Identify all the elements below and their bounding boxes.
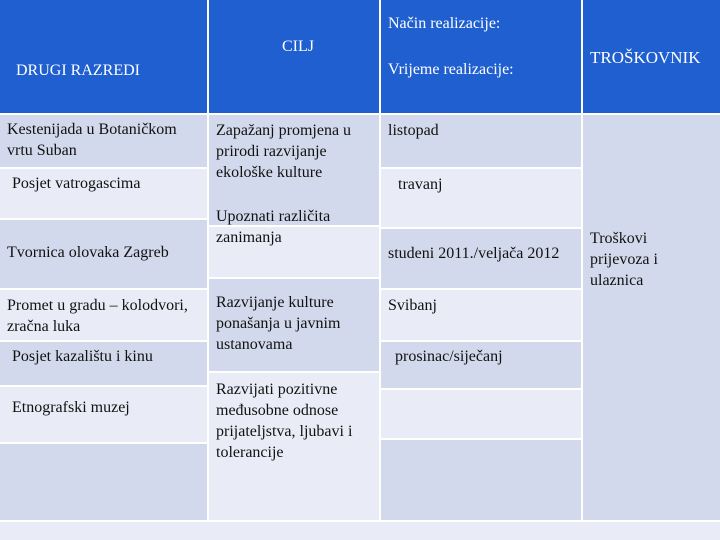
header-realization-time-label: Vrijeme realizacije: — [388, 61, 514, 78]
header-realization-method-label: Način realizacije: — [388, 15, 501, 32]
activity-text: Kestenijada u Botaničkom vrtu Suban — [7, 121, 177, 159]
time-text: studeni 2011./veljača 2012 — [388, 245, 560, 262]
goal-text: Upoznati različita zanimanja — [216, 208, 331, 246]
bottom-strip — [0, 522, 720, 540]
costs-cell — [583, 115, 720, 520]
activity-text: Posjet kazalištu i kinu — [12, 348, 153, 365]
activity-text: Etnografski muzej — [12, 399, 130, 416]
activity-text: Tvornica olovaka Zagreb — [7, 244, 169, 261]
time-row-6 — [381, 390, 581, 438]
header-activity-label: DRUGI RAZREDI — [16, 62, 140, 79]
time-text: prosinac/siječanj — [395, 348, 503, 365]
activity-text: Posjet vatrogascima — [12, 175, 141, 192]
time-row-7 — [381, 440, 581, 520]
goal-text: Zapažanj promjena u prirodi razvijanje ekološke kulture — [216, 122, 352, 181]
costs-text: Troškovi prijevoza i ulaznica — [590, 230, 658, 289]
header-goal-label: CILJ — [282, 38, 314, 55]
time-text: listopad — [388, 122, 439, 139]
header-costs-label: TROŠKOVNIK — [590, 48, 701, 67]
goal-text: Razvijati pozitivne međusobne odnose prijateljstva, ljubavi i tolerancije — [216, 381, 353, 461]
header-cell-activity — [0, 0, 207, 113]
activity-row-7 — [0, 444, 207, 520]
time-text: travanj — [398, 176, 443, 193]
time-text: Svibanj — [388, 297, 437, 314]
activity-text: Promet u gradu – kolodvori, zračna luka — [7, 297, 188, 335]
goal-text: Razvijanje kulture ponašanja u javnim ustanovama — [216, 294, 341, 353]
